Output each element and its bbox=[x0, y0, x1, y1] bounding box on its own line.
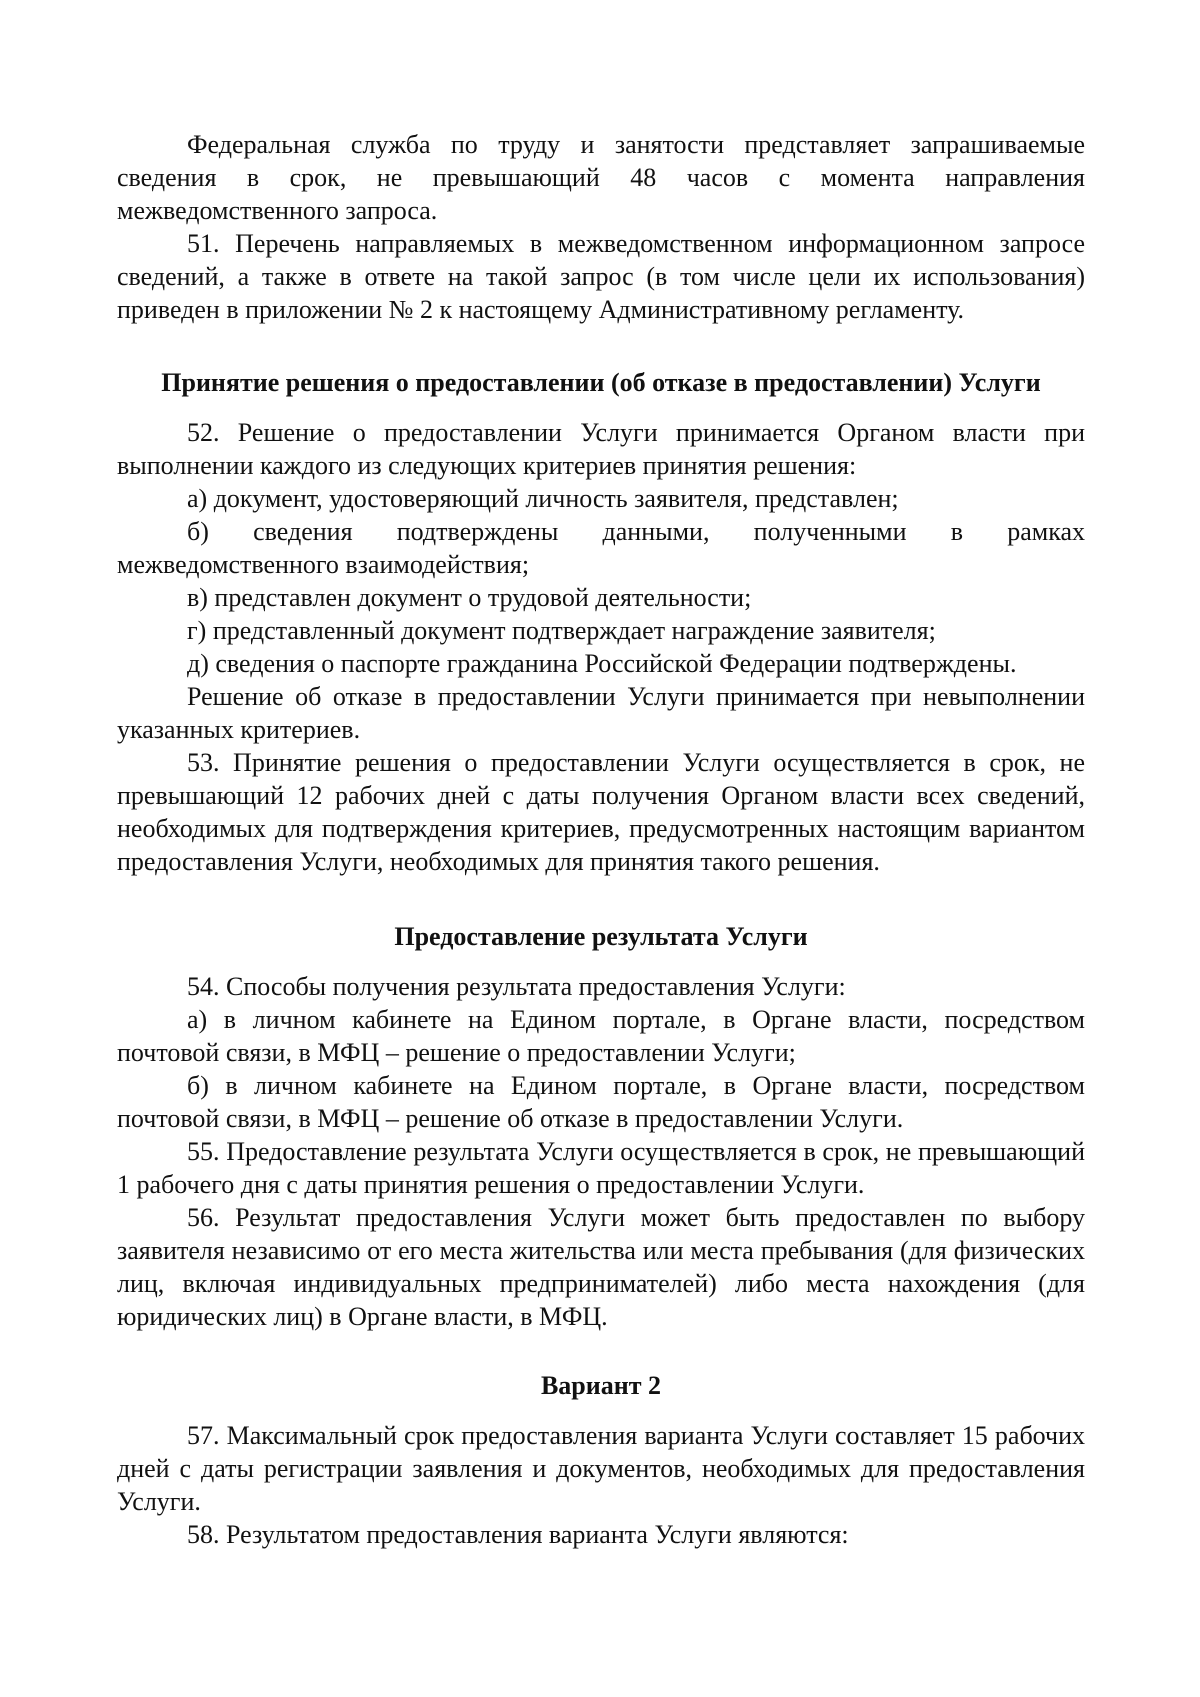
paragraph-refusal: Решение об отказе в предоставлении Услуги принимается при невыполнении указанных критериев. bbox=[117, 682, 1085, 744]
criterion-d: д) сведения о паспорте гражданина Российской Федерации подтверждены. bbox=[187, 649, 1017, 678]
method-a: а) в личном кабинете на Едином портале, в Органе власти, посредством почтовой связи, в МФЦ – решение о предоставлении Услуги; bbox=[117, 1005, 1085, 1067]
section-heading-decision: Принятие решения о предоставлении (об отказе в предоставлении) Услуги bbox=[161, 368, 1041, 397]
paragraph-58: 58. Результатом предоставления варианта Услуги являются: bbox=[187, 1520, 849, 1549]
paragraph-57: 57. Максимальный срок предоставления варианта Услуги составляет 15 рабочих дней с даты регистрации заявления и документов, необходимых для предоставления Услуги. bbox=[117, 1421, 1085, 1516]
document-body bbox=[117, 128, 1085, 1551]
paragraph-54: 54. Способы получения результата предоставления Услуги: bbox=[187, 972, 846, 1001]
criterion-v: в) представлен документ о трудовой деятельности; bbox=[187, 583, 752, 612]
method-b: б) в личном кабинете на Едином портале, в Органе власти, посредством почтовой связи, в МФЦ – решение об отказе в предоставлении Услуги. bbox=[117, 1071, 1085, 1133]
criterion-g: г) представленный документ подтверждает награждение заявителя; bbox=[187, 616, 936, 645]
paragraph-52: 52. Решение о предоставлении Услуги принимается Органом власти при выполнении каждого из следующих критериев принятия решения: bbox=[117, 418, 1085, 480]
paragraph-56: 56. Результат предоставления Услуги может быть предоставлен по выбору заявителя независимо от его места жительства или места пребывания (для физических лиц, включая индивидуальных предпринимателей) либо места нахождения (для юридических лиц) в Органе власти, в МФЦ. bbox=[117, 1203, 1085, 1331]
criterion-a: а) документ, удостоверяющий личность заявителя, представлен; bbox=[187, 484, 899, 513]
section-heading-variant-2: Вариант 2 bbox=[540, 1371, 662, 1400]
paragraph-51: 51. Перечень направляемых в межведомственном информационном запросе сведений, а также в ответе на такой запрос (в том числе цели их использования) приведен в приложении № 2 к настоящему Административному регламенту. bbox=[117, 229, 1085, 324]
paragraph-fstz-deadline: Федеральная служба по труду и занятости представляет запрашиваемые сведения в срок, не превышающий 48 часов с момента направления межведомственного запроса. bbox=[117, 130, 1085, 225]
criterion-b: б) сведения подтверждены данными, полученными в рамках межведомственного взаимодействия; bbox=[117, 517, 1085, 579]
paragraph-55: 55. Предоставление результата Услуги осуществляется в срок, не превышающий 1 рабочего дня с даты принятия решения о предоставлении Услуги. bbox=[117, 1137, 1085, 1199]
section-heading-result: Предоставление результата Услуги bbox=[394, 922, 808, 951]
paragraph-53: 53. Принятие решения о предоставлении Услуги осуществляется в срок, не превышающий 12 рабочих дней с даты получения Органом власти всех сведений, необходимых для подтверждения критериев, предусмотренных настоящим вариантом предоставления Услуги, необходимых для принятия такого решения. bbox=[117, 748, 1085, 876]
